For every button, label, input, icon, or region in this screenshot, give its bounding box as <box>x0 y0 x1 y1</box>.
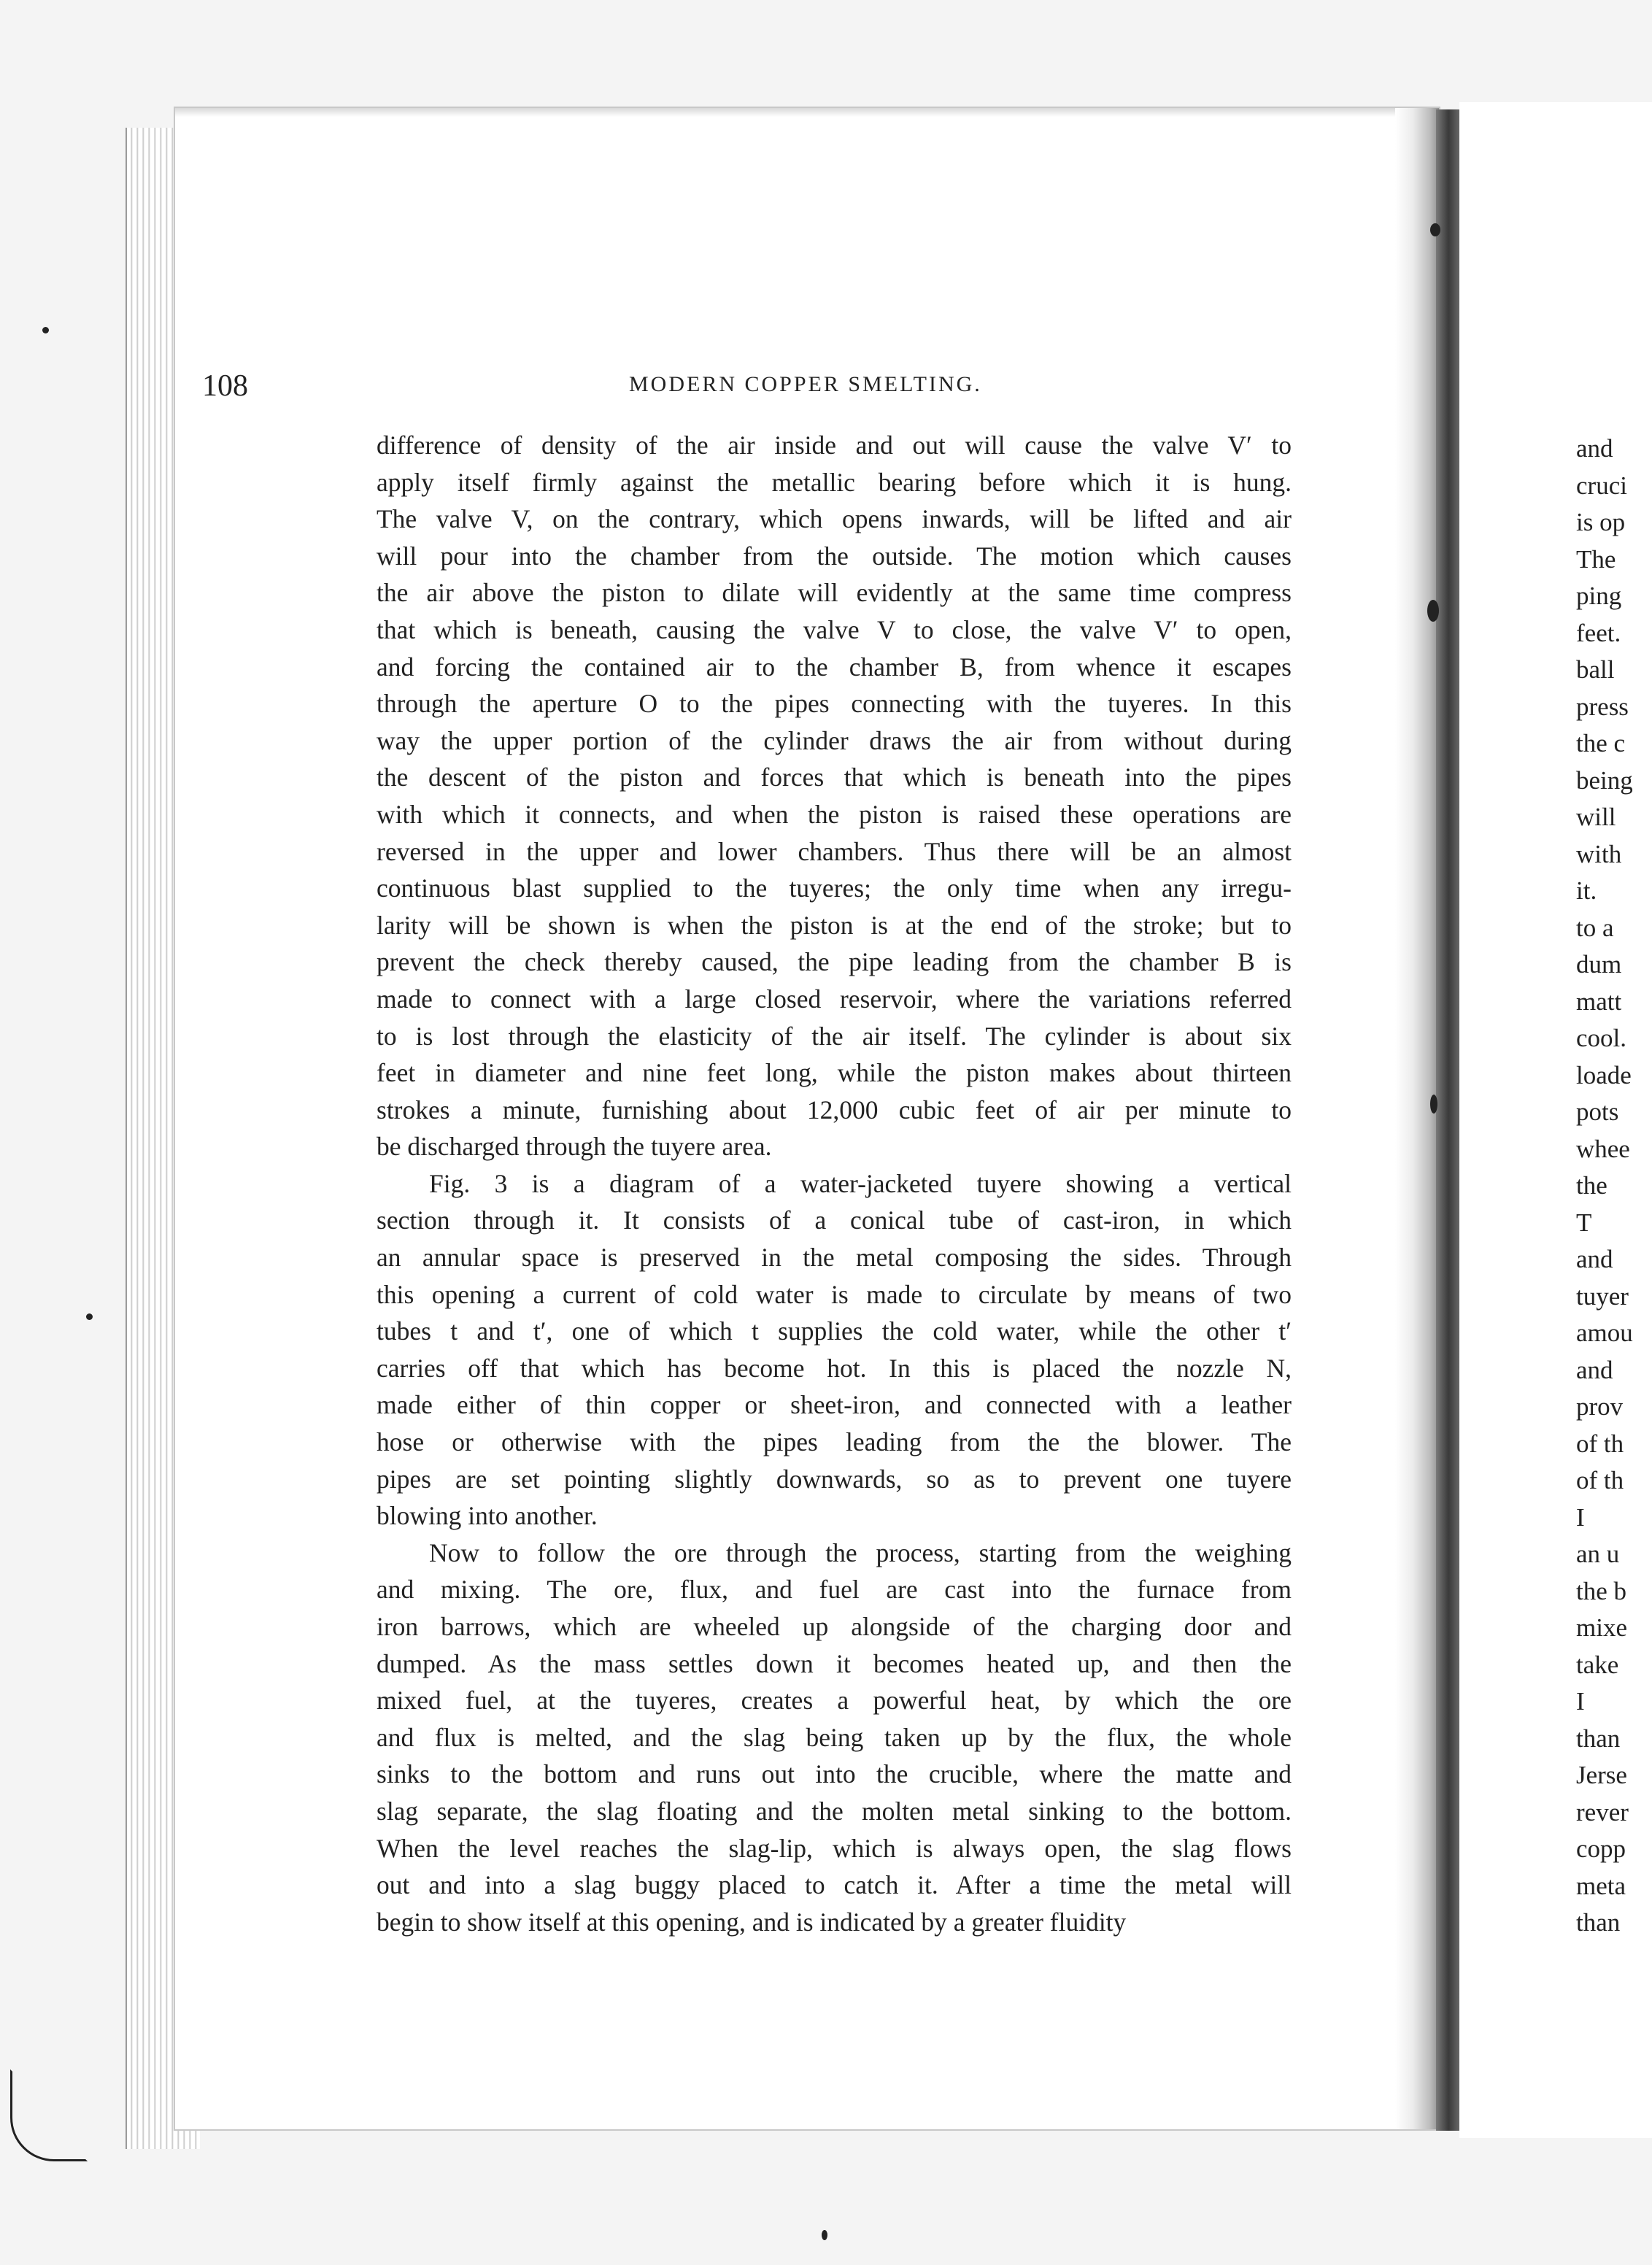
right-page-line: and <box>1576 1245 1613 1273</box>
right-page-line: loade <box>1576 1060 1632 1089</box>
right-page-line: being <box>1576 765 1633 795</box>
text-line: hose or otherwise with the pipes leading from the the blower. The <box>377 1427 1292 1457</box>
right-page-line: the c <box>1576 729 1626 757</box>
right-page-line: than <box>1576 1724 1621 1753</box>
text-line: difference of density of the air inside and out will cause the valve V′ to <box>377 431 1292 460</box>
right-page-line: press <box>1576 692 1629 721</box>
right-page-line: of th <box>1576 1466 1624 1494</box>
right-page-line: cruci <box>1576 471 1627 500</box>
text-line: carries off that which has become hot. In this is placed the nozzle N, <box>377 1353 1292 1383</box>
text-line: and mixing. The ore, flux, and fuel are cast into the furnace from <box>377 1575 1292 1605</box>
right-page-line: Jerse <box>1576 1761 1627 1789</box>
right-page-line: cool. <box>1576 1024 1627 1052</box>
text-line: strokes a minute, furnishing about 12,000 cubic feet of air per minute to <box>377 1095 1292 1124</box>
scan-speck <box>42 327 49 333</box>
right-page-line: with <box>1576 839 1622 868</box>
right-page-line: copp <box>1576 1834 1626 1863</box>
text-line: way the upper portion of the cylinder draws the air from without during <box>377 725 1292 755</box>
text-line: sinks to the bottom and runs out into the crucible, where the matte and <box>377 1759 1292 1789</box>
right-page-line: dum <box>1576 950 1622 979</box>
gutter-shadow <box>1395 108 1439 2129</box>
scan-speck <box>1430 223 1440 236</box>
text-line: pipes are set pointing slightly downwards, so as to prevent one tuyere <box>377 1464 1292 1494</box>
right-page-line: whee <box>1576 1134 1630 1163</box>
text-line: will pour into the chamber from the outside. The motion which causes <box>377 541 1292 571</box>
text-line: tubes t and t′, one of which t supplies the cold water, while the other t′ <box>377 1316 1292 1346</box>
right-page-line: the <box>1576 1171 1607 1200</box>
right-page-line: mixe <box>1576 1613 1627 1642</box>
right-page-line: matt <box>1576 987 1622 1016</box>
right-page-line: an u <box>1576 1540 1620 1568</box>
right-page-line: meta <box>1576 1871 1626 1900</box>
text-line: feet in diameter and nine feet long, while the piston makes about thirteen <box>377 1058 1292 1088</box>
right-page-line: amou <box>1576 1319 1633 1347</box>
right-page-line: will <box>1576 803 1616 831</box>
text-line: prevent the check thereby caused, the pipe leading from the chamber B is <box>377 947 1292 977</box>
text-line: that which is beneath, causing the valve V to close, the valve V′ to open, <box>377 614 1292 644</box>
right-page <box>1459 102 1652 2138</box>
right-page-line: prov <box>1576 1392 1624 1421</box>
right-page-line: of th <box>1576 1429 1624 1458</box>
text-line: made to connect with a large closed reservoir, where the variations referred <box>377 984 1292 1014</box>
text-line: and flux is melted, and the slag being taken up by the flux, the whole <box>377 1722 1292 1752</box>
right-page-line: is op <box>1576 508 1626 536</box>
text-line: slag separate, the slag floating and the molten metal sinking to the bottom. <box>377 1796 1292 1826</box>
text-line: and forcing the contained air to the chamber B, from whence it escapes <box>377 652 1292 682</box>
text-line: Fig. 3 is a diagram of a water-jacketed tuyere showing a vertical <box>429 1168 1292 1198</box>
text-line: continuous blast supplied to the tuyeres; the only time when any irregu- <box>377 873 1292 903</box>
text-line: apply itself firmly against the metallic bearing before which it is hung. <box>377 467 1292 497</box>
right-page-line: The <box>1576 544 1616 574</box>
right-page-line: I <box>1576 1687 1585 1716</box>
right-page-line: ping <box>1576 582 1622 610</box>
text-line: out and into a slag buggy placed to catch it. After a time the metal will <box>377 1870 1292 1900</box>
text-line: the descent of the piston and forces that which is beneath into the pipes <box>377 763 1292 792</box>
text-line: The valve V, on the contrary, which opens inwards, will be lifted and air <box>377 504 1292 534</box>
book-spine <box>1436 109 1461 2131</box>
page-top-edge <box>175 108 1439 117</box>
right-page-line: T <box>1576 1208 1592 1237</box>
right-page-line: and <box>1576 434 1613 463</box>
right-page-line: than <box>1576 1908 1621 1937</box>
text-line: made either of thin copper or sheet-iron, and connected with a leather <box>377 1390 1292 1420</box>
right-page-line: pots <box>1576 1097 1619 1126</box>
right-page-line: and <box>1576 1355 1613 1384</box>
text-line: Now to follow the ore through the process, starting from the weighing <box>429 1537 1292 1567</box>
text-line: mixed fuel, at the tuyeres, creates a powerful heat, by which the ore <box>377 1686 1292 1716</box>
right-page-line: the b <box>1576 1576 1627 1605</box>
text-line: to is lost through the elasticity of the air itself. The cylinder is about six <box>377 1021 1292 1051</box>
right-page-line: ball <box>1576 655 1615 684</box>
text-line: dumped. As the mass settles down it becomes heated up, and then the <box>377 1648 1292 1678</box>
text-line: begin to show itself at this opening, and is indicated by a greater fluidity <box>377 1907 1127 1937</box>
scan-speck <box>1427 600 1439 622</box>
right-page-text <box>1576 431 1633 1942</box>
text-line: with which it connects, and when the piston is raised these operations are <box>377 799 1292 829</box>
text-line: larity will be shown is when the piston is at the end of the stroke; but to <box>377 910 1292 940</box>
text-line: reversed in the upper and lower chambers. Thus there will be an almost <box>377 836 1292 866</box>
right-page-line: rever <box>1576 1797 1629 1826</box>
text-line: this opening a current of cold water is made to circulate by means of two <box>377 1279 1292 1309</box>
body-text <box>377 427 1292 1940</box>
text-line: When the level reaches the slag-lip, which is always open, the slag flows <box>377 1833 1292 1863</box>
text-line: iron barrows, which are wheeled up alongside of the charging door and <box>377 1612 1292 1641</box>
right-page-line: take <box>1576 1650 1619 1679</box>
text-line: the air above the piston to dilate will evidently at the same time compress <box>377 578 1292 608</box>
running-head: MODERN COPPER SMELTING. <box>629 372 982 396</box>
text-line: be discharged through the tuyere area. <box>377 1132 772 1162</box>
text-line: blowing into another. <box>377 1501 598 1531</box>
scan-speck <box>1430 1095 1437 1114</box>
scan-speck <box>86 1313 93 1320</box>
right-page-line: I <box>1576 1502 1585 1532</box>
text-line: section through it. It consists of a conical tube of cast-iron, in which <box>377 1205 1292 1235</box>
right-page-line: it. <box>1576 876 1597 905</box>
text-line: through the aperture O to the pipes connecting with the tuyeres. In this <box>377 689 1292 719</box>
text-line: an annular space is preserved in the metal composing the sides. Through <box>377 1243 1292 1273</box>
scan-stroke <box>10 2069 88 2161</box>
right-page-line: to a <box>1576 913 1614 942</box>
right-page-line: tuyer <box>1576 1281 1629 1311</box>
page-number: 108 <box>202 369 248 403</box>
scan-speck <box>822 2230 827 2240</box>
right-page-line: feet. <box>1576 618 1621 647</box>
